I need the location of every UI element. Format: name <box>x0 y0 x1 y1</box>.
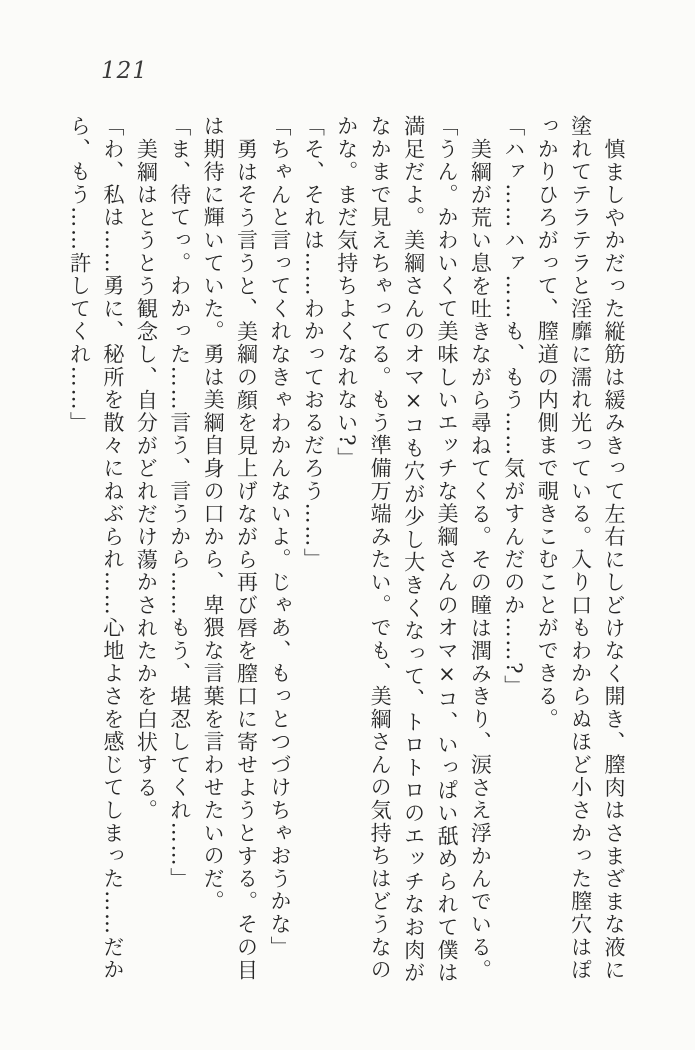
novel-paragraph: 勇はそう言うと、美綱の顔を見上げながら再び唇を膣口に寄せようとする。その目は期待に輝いていた。勇は美綱自身の口から、卑猥な言葉を言わせたいのだ。 <box>201 115 259 982</box>
novel-paragraph: 美綱が荒い息を吐きながら尋ねてくる。その瞳は潤みきり、涙さえ浮かんでいる。 <box>468 137 493 982</box>
page-text <box>60 115 630 987</box>
novel-paragraph: 慎ましやかだった縦筋は緩みきって左右にしどけなく開き、膣肉はさまざまな液に塗れてテラテラと淫靡に濡れ光っている。入り口もわからぬほど小さかった膣穴はぽっかりひろがって、膣道の内側まで覗きこむことができる。 <box>535 115 626 982</box>
novel-paragraph: 「わ、私は……勇に、秘所を散々にねぶられ……心地よさを感じてしまった……だから、もう……許してくれ……」 <box>67 115 125 982</box>
novel-paragraph: 「そ、それは……わかっておるだろう……」 <box>301 115 326 571</box>
page-number: 121 <box>101 58 148 84</box>
novel-paragraph: 「ま、待てっ。わかった……言う、言うから……もう、堪忍してくれ……」 <box>167 115 192 891</box>
novel-paragraph: 「ハァ……ハァ……も、もう……気がすんだのか……?」 <box>501 115 526 699</box>
novel-paragraph: 美綱はとうとう観念し、自分がどれだけ蕩かされたかを白状する。 <box>134 137 159 822</box>
novel-paragraph: 「ちゃんと言ってくれなきゃわかんないよ。じゃあ、もっとつづけちゃおうかな」 <box>267 115 292 959</box>
novel-paragraph: 「うん。かわいくて美味しいエッチな美綱さんのオマ×コ、いっぱい舐められて僕は満足だよ。美綱さんのオマ×コも穴が少し大きくなって、トロトロのエッチなお肉がなかまで見えちゃってる。もう準備万端みたい。でも、美綱さんの気持ちはどうなのかな。まだ気持ちよくなれない?」 <box>334 115 459 985</box>
